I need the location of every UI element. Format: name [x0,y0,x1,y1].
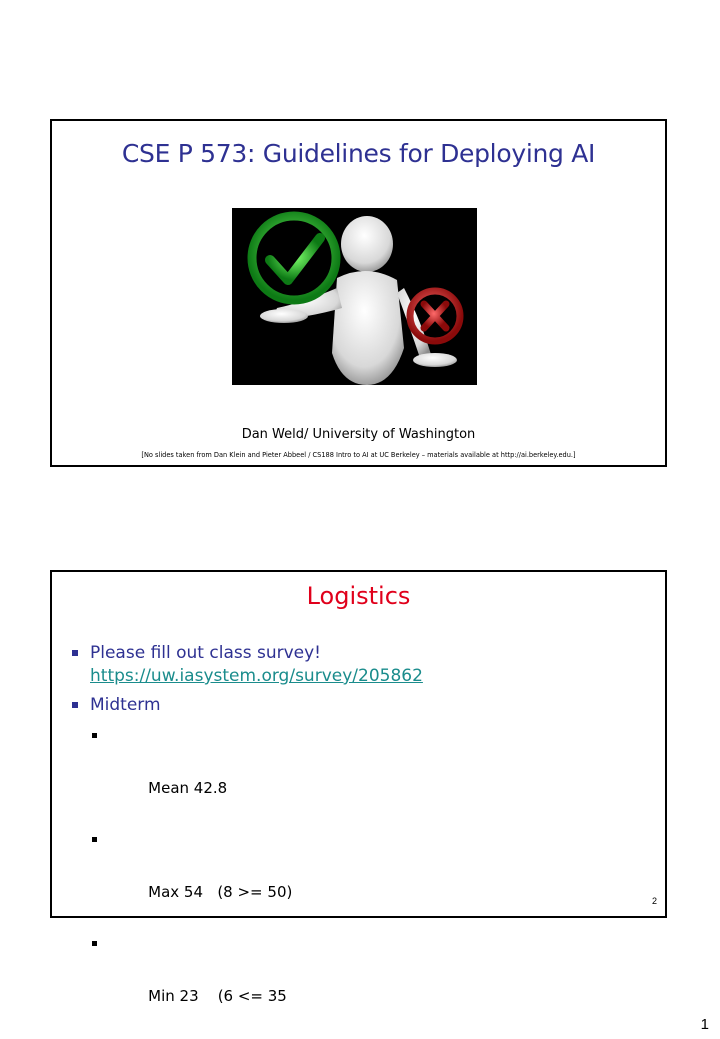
bullet-square-icon [72,702,78,708]
bullet-list [72,642,645,1035]
page-number: 1 [700,1016,709,1033]
slide-1-title: CSE P 573: Guidelines for Deploying AI [121,139,596,168]
bullet-square-icon [92,941,97,946]
bullet-survey-text: Please fill out class survey! [90,643,321,663]
bullet-square-icon [92,733,97,738]
bullet-square-icon [72,650,78,656]
slide-number: 2 [651,896,657,906]
slide-2 [50,570,667,1005]
bullet-survey [72,642,645,688]
bullet-square-icon [92,837,97,842]
figure-with-check-and-x-icon [232,208,477,385]
sub-bullet-max: Max 54 (8 >= 50) [92,827,645,931]
credits-line: [No slides taken from Dan Klein and Pieter Abbeel / CS188 Intro to AI at UC Berkeley – materials available at http://ai.berkeley.edu.] [141,451,576,459]
sub-bullet-min: Min 23 (6 <= 35 [92,931,645,1035]
hero-image [232,208,477,385]
bullet-midterm-text: Midterm [90,695,161,715]
bullet-midterm [72,694,645,717]
survey-link[interactable]: https://uw.iasystem.org/survey/205862 [90,666,423,686]
slide-2-title: Logistics [306,582,411,610]
author-line: Dan Weld/ University of Washington [241,427,476,442]
slide-1 [50,119,667,467]
midterm-sub-list [92,723,645,1035]
sub-bullet-mean: Mean 42.8 [92,723,645,827]
